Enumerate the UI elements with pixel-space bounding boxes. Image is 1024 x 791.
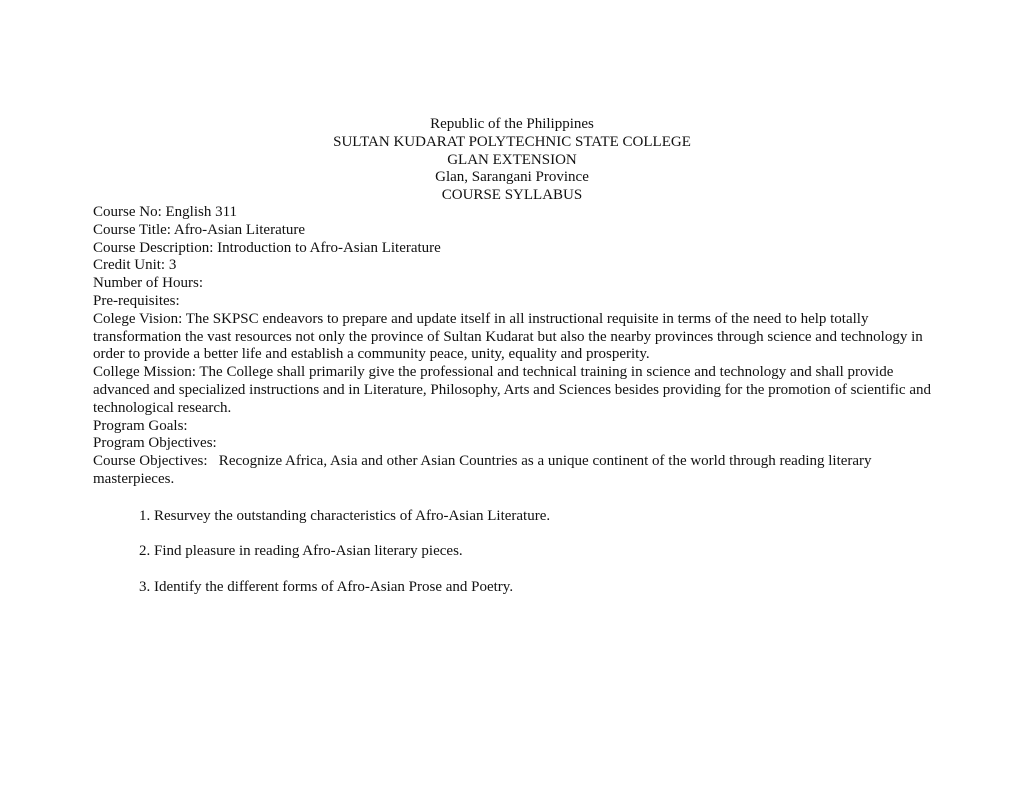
header-document-title: COURSE SYLLABUS bbox=[441, 187, 583, 204]
number-of-hours: Number of Hours: bbox=[93, 275, 203, 292]
course-details bbox=[93, 204, 935, 489]
objective-item: 1. Resurvey the outstanding characteristics of Afro-Asian Literature. bbox=[139, 508, 551, 524]
course-description: Course Description: Introduction to Afro-Asian Literature bbox=[93, 239, 441, 256]
college-vision: Colege Vision: The SKPSC endeavors to prepare and update itself in all instructional requisite in terms of the need to help totally transformation the vast resources not only the province of Sultan Kudarat but also the nearby provinces through science and technology in order to provide a better life and establish a community peace, unity, equality and prosperity. bbox=[93, 310, 923, 363]
document-header bbox=[0, 116, 1024, 205]
course-objectives: Course Objectives: Recognize Africa, Asia and other Asian Countries as a unique continent of the world through reading literary masterpieces. bbox=[93, 453, 876, 487]
prerequisites: Pre-requisites: bbox=[93, 292, 180, 309]
objective-item: 3. Identify the different forms of Afro-Asian Prose and Poetry. bbox=[139, 578, 514, 595]
header-republic: Republic of the Philippines bbox=[430, 116, 594, 132]
objectives-list bbox=[139, 508, 939, 614]
course-number: Course No: English 311 bbox=[93, 204, 238, 220]
objective-item: 2. Find pleasure in reading Afro-Asian literary pieces. bbox=[139, 543, 463, 560]
credit-unit: Credit Unit: 3 bbox=[93, 257, 177, 274]
header-extension: GLAN EXTENSION bbox=[447, 151, 577, 168]
course-title: Course Title: Afro-Asian Literature bbox=[93, 221, 306, 238]
program-objectives: Program Objectives: bbox=[93, 435, 217, 452]
program-goals: Program Goals: bbox=[93, 417, 188, 434]
header-location: Glan, Sarangani Province bbox=[435, 169, 589, 186]
college-mission: College Mission: The College shall primarily give the professional and technical training in science and technology and shall provide advanced and specialized instructions and in Literature, Philosophy, Arts and Sciences besides providing for the promotion of scientific and technological research. bbox=[93, 364, 931, 416]
header-college-name: SULTAN KUDARAT POLYTECHNIC STATE COLLEGE bbox=[333, 133, 691, 150]
